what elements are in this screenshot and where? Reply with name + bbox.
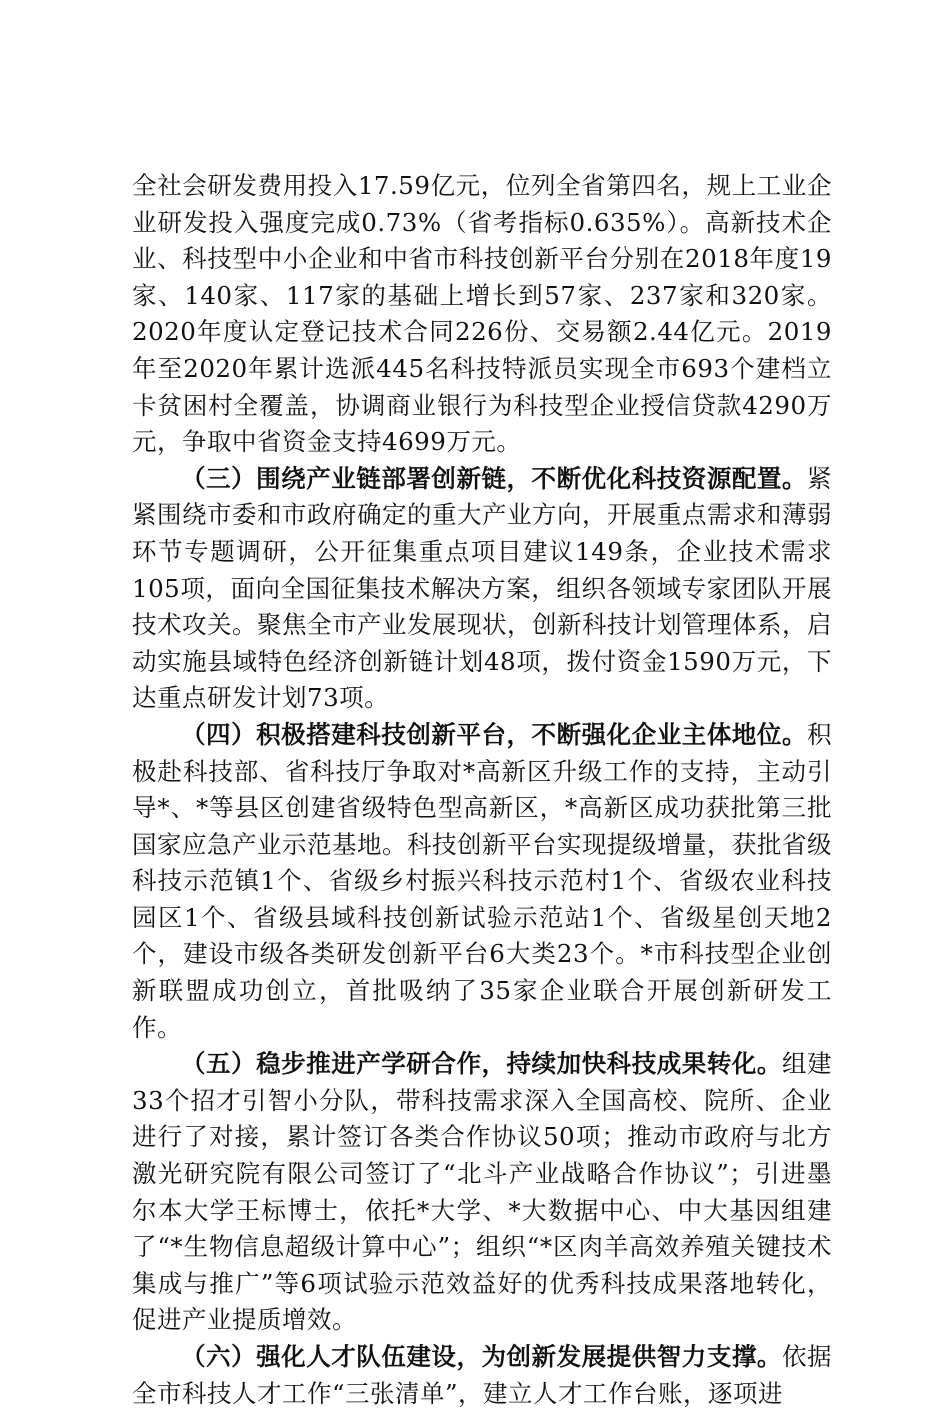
section-3-heading: （三）围绕产业链部署创新链，不断优化科技资源配置。 (181, 463, 807, 493)
section-3-paragraph (132, 461, 832, 717)
section-4-body: 积极赴科技部、省科技厅争取对*高新区升级工作的支持，主动引导*、*等县区创建省级特色型高新区，*高新区成功获批第三批国家应急产业示范基地。科技创新平台实现提级增量，获批省级科技示范镇1个、省级乡村振兴科技示范村1个、省级农业科技园区1个、省级县域科技创新试验示范站1个、省级星创天地2个，建设市级各类研发创新平台6大类23个。*市科技型企业创新联盟成功创立，首批吸纳了35家企业联合开展创新研发工作。 (132, 719, 832, 1042)
section-4-paragraph (132, 717, 832, 1046)
section-6-body: 依据全市科技人才工作“三张清单”，建立人才工作台账，逐项进 (132, 1342, 833, 1408)
paragraph-continuation (132, 168, 832, 461)
section-6-heading: （六）强化人才队伍建设，为创新发展提供智力支撑。 (181, 1342, 782, 1371)
section-5-paragraph (132, 1046, 832, 1339)
section-6-paragraph (132, 1339, 832, 1412)
section-4-heading: （四）积极搭建科技创新平台，不断强化企业主体地位。 (181, 719, 807, 749)
section-5-body: 组建33个招才引智小分队，带科技需求深入全国高校、院所、企业进行了对接，累计签订各类合作协议50项；推动市政府与北方激光研究院有限公司签订了“北斗产业战略合作协议”；引进墨尔本大学王标博士，依托*大学、*大数据中心、中大基因组建了“*生物信息超级计算中心”；组织“*区肉羊高效养殖关键技术集成与推广”等6项试验示范效益好的优秀科技成果落地转化，促进产业提质增效。 (132, 1049, 833, 1335)
section-3-body: 紧紧围绕市委和市政府确定的重大产业方向，开展重点需求和薄弱环节专题调研，公开征集重点项目建议149条，企业技术需求105项，面向全国征集技术解决方案，组织各领域专家团队开展技术攻关。聚焦全市产业发展现状，创新科技计划管理体系，启动实施县域特色经济创新链计划48项，拨付资金1590万元，下达重点研发计划73项。 (132, 463, 832, 713)
paragraph-body: 全社会研发费用投入17.59亿元，位列全省第四名，规上工业企业研发投入强度完成0.73%（省考指标0.635%）。高新技术企业、科技型中小企业和中省市科技创新平台分别在2018年度19家、140家、117家的基础上增长到57家、237家和320家。2020年度认定登记技术合同226份、交易额2.44亿元。2019年至2020年累计选派445名科技特派员实现全市693个建档立卡贫困村全覆盖，协调商业银行为科技型企业授信贷款4290万元，争取中省资金支持4699万元。 (132, 171, 832, 457)
section-5-heading: （五）稳步推进产学研合作，持续加快科技成果转化。 (181, 1049, 782, 1079)
document-page (132, 168, 832, 1412)
